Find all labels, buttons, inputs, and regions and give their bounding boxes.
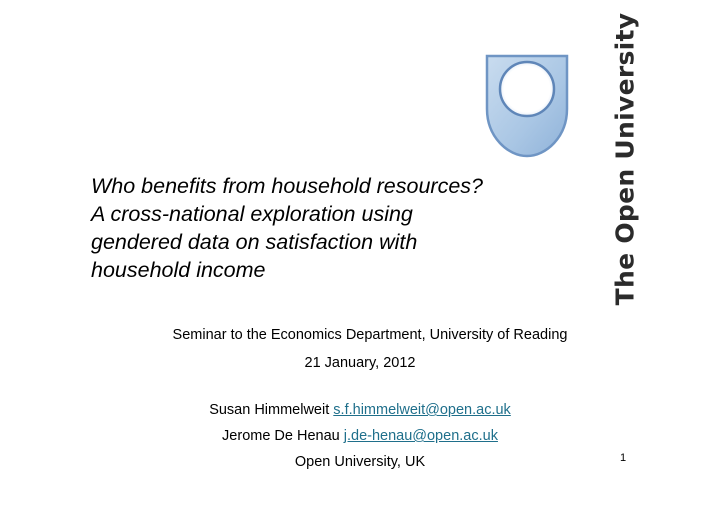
author-name: Jerome De Henau: [222, 428, 340, 444]
author-line: [0, 428, 720, 444]
date-line: 21 January, 2012: [304, 355, 416, 371]
title-line: Who benefits from household resources?: [91, 174, 483, 198]
page-number: 1: [620, 452, 627, 464]
title-line: gendered data on satisfaction with: [91, 230, 418, 254]
title-line: household income: [91, 258, 266, 282]
author-email-link[interactable]: j.de-henau@open.ac.uk: [343, 428, 498, 444]
author-line: [0, 402, 720, 418]
open-university-wordmark: [600, 12, 650, 306]
author-email-link[interactable]: s.f.himmelweit@open.ac.uk: [333, 402, 511, 418]
author-name: Susan Himmelweit: [209, 402, 330, 418]
title-line: A cross-national exploration using: [91, 202, 413, 226]
slide-title: [91, 172, 541, 284]
affiliation-line: Open University, UK: [294, 454, 426, 470]
seminar-line: Seminar to the Economics Department, University of Reading: [172, 327, 568, 343]
wordmark-text: The Open University: [610, 12, 640, 306]
open-university-shield-logo: [484, 53, 570, 159]
